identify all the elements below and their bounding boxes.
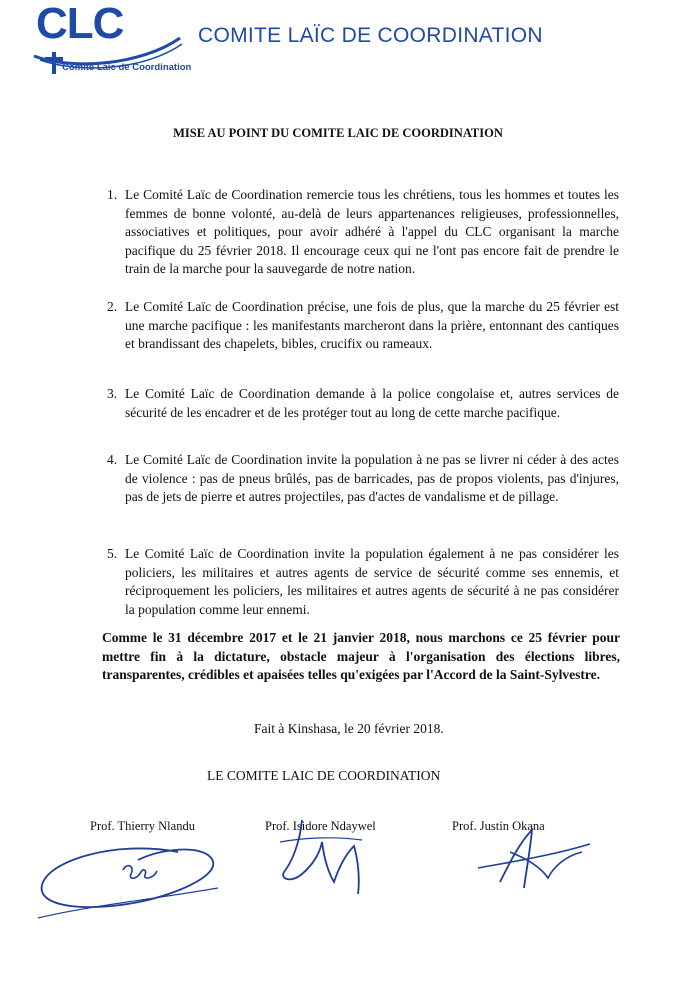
logo-subtitle: Comité Laïc de Coordination	[62, 62, 192, 73]
item-number: 4.	[107, 452, 118, 467]
place-date: Fait à Kinshasa, le 20 février 2018.	[254, 721, 444, 736]
item-text: Le Comité Laïc de Coordination demande à la police congolaise et, autres services de sécurité de les encadrer et de les protéger tout au long de cette marche pacifique.	[125, 386, 619, 420]
clc-logo	[30, 0, 192, 84]
logo-text: CLC	[36, 0, 124, 48]
signatory-name: Prof. Justin Okana	[452, 819, 545, 833]
item-number: 3.	[107, 386, 118, 401]
signatory-name: Prof. Thierry Nlandu	[90, 819, 195, 833]
item-text: Le Comité Laïc de Coordination invite la population à ne pas se livrer ni céder à des actes de violence : pas de pneus brûlés, pas de barricades, pas de propos violents, pas d'injures, pas de jets de pierre et autres projectiles, pas d'actes de vandalisme et de pillage.	[125, 452, 619, 504]
closing-statement: Comme le 31 décembre 2017 et le 21 janvier 2018, nous marchons ce 25 février pour mettre fin à la dictature, obstacle majeur à l'organisation des élections libres, transparentes, crédibles et apaisées telles qu'exigées par l'Accord de la Saint-Sylvestre.	[102, 630, 620, 682]
item-number: 5.	[107, 546, 118, 561]
signature-1	[28, 830, 238, 925]
item-text: Le Comité Laïc de Coordination précise, une fois de plus, que la marche du 25 février est une marche pacifique : les manifestants marcheront dans la prière, entonnant des cantiques et brandissant des chapelets, bibles, crucifix ou rameaux.	[125, 299, 619, 351]
org-title: COMITE LAÏC DE COORDINATION	[198, 24, 543, 47]
committee-signature-heading: LE COMITE LAIC DE COORDINATION	[207, 768, 441, 783]
item-text: Le Comité Laïc de Coordination remercie tous les chrétiens, tous les hommes et toutes les femmes de bonne volonté, au-delà de leurs appartenances religieuses, professionnelles, associatives et politiques, pour avoir adhéré à l'appel du CLC organisant la marche pacifique du 25 février 2018. Il encourage ceux qui ne l'ont pas encore fait de prendre le train de la marche pour la sauvegarde de notre nation.	[125, 187, 619, 276]
signatory-name: Prof. Isidore Ndaywel	[265, 819, 376, 833]
item-text: Le Comité Laïc de Coordination invite la population également à ne pas considérer les policiers, les militaires et autres agents de service de sécurité comme ses ennemis, et réciproquement les policiers, les militaires et autres agents de sécurité à ne pas considérer la population comme leur ennemi.	[125, 546, 619, 617]
item-number: 1.	[107, 187, 118, 202]
signature-3	[470, 822, 600, 902]
signature-2	[262, 812, 382, 902]
item-number: 2.	[107, 299, 118, 314]
document-title: MISE AU POINT DU COMITE LAIC DE COORDINATION	[173, 126, 503, 140]
